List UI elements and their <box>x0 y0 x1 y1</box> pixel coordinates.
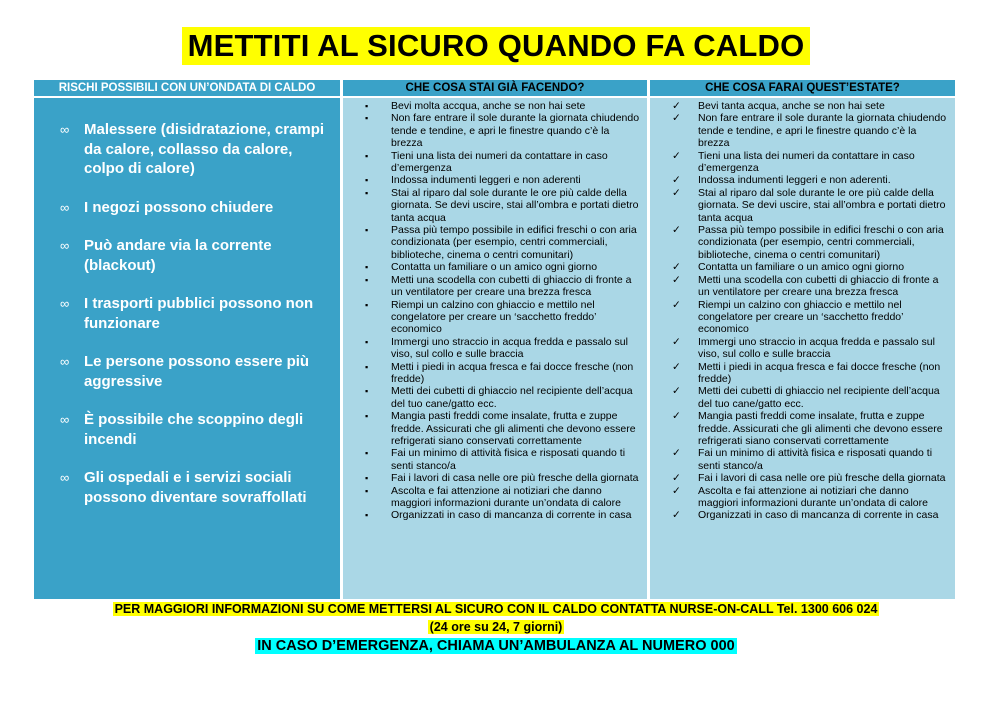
risk-text: Malessere (disidratazione, crampi da calore, collasso da calore, colpo di calore) <box>84 121 325 177</box>
square-bullet-icon: ▪ <box>365 510 369 521</box>
doing-text: Metti dei cubetti di ghiaccio nel recipiente dell’acqua del tuo cane/gatto ecc. <box>391 385 633 410</box>
will-do-item <box>672 336 949 361</box>
will-do-item <box>672 472 949 484</box>
checkmark-icon: ✓ <box>672 112 681 125</box>
doing-item <box>365 299 641 336</box>
checkmark-icon: ✓ <box>672 447 681 460</box>
risk-item <box>60 120 334 179</box>
checkmark-icon: ✓ <box>672 509 681 522</box>
doing-text: Metti i piedi in acqua fresca e fai docce fresche (non fredde) <box>391 360 634 385</box>
square-bullet-icon: ▪ <box>365 225 369 236</box>
square-bullet-icon: ▪ <box>365 448 369 459</box>
will-do-item <box>672 100 949 112</box>
square-bullet-icon: ▪ <box>365 361 369 372</box>
risk-text: I negozi possono chiudere <box>84 198 274 216</box>
doing-text: Contatta un familiare o un amico ogni giorno <box>391 261 598 274</box>
square-bullet-icon: ▪ <box>365 175 369 186</box>
will-do-text: Riempi un calzino con ghiaccio e mettilo nel congelatore per creare un ‘sacchetto freddo’ economico <box>698 298 904 336</box>
will-do-text: Metti i piedi in acqua fresca e fai docce fresche (non fredde) <box>698 360 941 385</box>
square-bullet-icon: ▪ <box>365 336 369 347</box>
doing-item <box>365 187 641 224</box>
risk-item <box>60 352 334 391</box>
doing-item <box>365 509 641 521</box>
risk-text: Le persone possono essere più aggressive <box>84 353 310 390</box>
doing-item <box>365 447 641 472</box>
doing-text: Passa più tempo possibile in edifici freschi o con aria condizionata (per esempio, centri commerciali, biblioteche, cinema o centri comunitari) <box>391 224 637 261</box>
doing-text: Fai un minimo di attività fisica e risposati quando ti senti stanco/a <box>391 447 626 472</box>
risks-column <box>34 98 340 599</box>
will-do-column <box>650 98 955 599</box>
will-do-text: Stai al riparo dal sole durante le ore più calde della giornata. Se devi uscire, stai all’ombra e portati dietro tanta acqua <box>698 186 946 224</box>
square-bullet-icon: ▪ <box>365 386 369 397</box>
header-risks: RISCHI POSSIBILI CON UN’ONDATA DI CALDO <box>34 80 340 96</box>
doing-text: Riempi un calzino con ghiaccio e mettilo nel congelatore per creare un ‘sacchetto freddo’ economico <box>391 298 597 336</box>
will-do-item <box>672 224 949 261</box>
square-bullet-icon: ▪ <box>365 262 369 273</box>
will-do-text: Fai un minimo di attività fisica e risposati quando ti senti stanco/a <box>698 447 933 472</box>
will-do-item <box>672 299 949 336</box>
will-do-text: Non fare entrare il sole durante la giornata chiudendo tende e tendine, e apri le finestre quando c’è la brezza <box>698 112 947 150</box>
square-bullet-icon: ▪ <box>365 187 369 198</box>
doing-item <box>365 100 641 112</box>
will-do-item <box>672 261 949 273</box>
will-do-text: Passa più tempo possibile in edifici freschi o con aria condizionata (per esempio, centri commerciali, biblioteche, cinema o centri comunitari) <box>698 224 944 261</box>
square-bullet-icon: ▪ <box>365 485 369 496</box>
will-do-text: Metti dei cubetti di ghiaccio nel recipiente dell’acqua del tuo cane/gatto ecc. <box>698 385 940 410</box>
infinity-bullet-icon: ∞ <box>60 354 70 369</box>
will-do-item <box>672 274 949 299</box>
doing-item <box>365 261 641 273</box>
checkmark-icon: ✓ <box>672 385 681 398</box>
infinity-bullet-icon: ∞ <box>60 296 70 311</box>
doing-item <box>365 472 641 484</box>
emergency-footer <box>0 637 992 655</box>
doing-text: Fai i lavori di casa nelle ore più fresche della giornata <box>391 472 639 485</box>
square-bullet-icon: ▪ <box>365 274 369 285</box>
checkmark-icon: ✓ <box>672 186 681 199</box>
checkmark-icon: ✓ <box>672 100 681 112</box>
doing-item <box>365 385 641 410</box>
will-do-text: Organizzati in caso di mancanza di corrente in casa <box>698 509 939 522</box>
will-do-text: Bevi tanta acqua, anche se non hai sete <box>698 100 885 112</box>
doing-item <box>365 361 641 386</box>
will-do-item <box>672 150 949 175</box>
doing-item <box>365 224 641 261</box>
risk-item <box>60 294 334 333</box>
emergency-line: IN CASO D’EMERGENZA, CHIAMA UN’AMBULANZA AL NUMERO 000 <box>257 638 735 654</box>
checkmark-icon: ✓ <box>672 335 681 348</box>
will-do-item <box>672 361 949 386</box>
doing-text: Mangia pasti freddi come insalate, frutta e zuppe fredde. Assicurati che gli alimenti che devono essere refrigerati siano conservati correttamente <box>391 410 636 447</box>
doing-item <box>365 485 641 510</box>
doing-item <box>365 150 641 175</box>
doing-text: Immergi uno straccio in acqua fredda e passalo sul viso, sul collo e sulle braccia <box>391 335 628 361</box>
checkmark-icon: ✓ <box>672 273 681 286</box>
square-bullet-icon: ▪ <box>365 411 369 422</box>
will-do-text: Ascolta e fai attenzione ai notiziari che danno maggiori informazioni durante un’ondata di calore <box>698 484 928 509</box>
will-do-item <box>672 385 949 410</box>
will-do-text: Indossa indumenti leggeri e non aderenti. <box>698 174 891 187</box>
checkmark-icon: ✓ <box>672 410 681 423</box>
square-bullet-icon: ▪ <box>365 150 369 161</box>
doing-text: Metti una scodella con cubetti di ghiaccio di fronte a un ventilatore per creare una brezza fresca <box>391 273 632 299</box>
header-will-do: CHE COSA FARAI QUEST’ESTATE? <box>650 80 955 96</box>
infinity-bullet-icon: ∞ <box>60 412 70 427</box>
doing-text: Tieni una lista dei numeri da contattare in caso d’emergenza <box>391 149 608 175</box>
risk-text: È possibile che scoppino degli incendi <box>84 411 304 448</box>
risk-text: Può andare via la corrente (blackout) <box>84 237 272 274</box>
risks-list <box>34 98 340 507</box>
risk-item <box>60 468 334 507</box>
doing-text: Ascolta e fai attenzione ai notiziari che danno maggiori informazioni durante un’ondata di calore <box>391 484 621 509</box>
risk-item <box>60 236 334 275</box>
risk-text: I trasporti pubblici possono non funzionare <box>84 295 314 332</box>
doing-item <box>365 274 641 299</box>
doing-item <box>365 174 641 186</box>
infinity-bullet-icon: ∞ <box>60 122 70 137</box>
will-do-text: Immergi uno straccio in acqua fredda e passalo sul viso, sul collo e sulle braccia <box>698 335 935 361</box>
doing-item <box>365 112 641 149</box>
will-do-item <box>672 174 949 186</box>
infinity-bullet-icon: ∞ <box>60 199 70 215</box>
doing-item <box>365 336 641 361</box>
will-do-item <box>672 187 949 224</box>
info-line-1: PER MAGGIORI INFORMAZIONI SU COME METTERSI AL SICURO CON IL CALDO CONTATTA NURSE-ON-CALL Tel. 1300 606 024 <box>114 602 878 616</box>
will-do-text: Metti una scodella con cubetti di ghiaccio di fronte a un ventilatore per creare una brezza fresca <box>698 273 939 299</box>
risk-text: Gli ospedali e i servizi sociali possono diventare sovraffollati <box>84 469 307 506</box>
doing-text: Non fare entrare il sole durante la giornata chiudendo tende e tendine, e apri le finestre quando c’è la brezza <box>391 112 640 150</box>
checkmark-icon: ✓ <box>672 149 681 162</box>
will-do-item <box>672 112 949 149</box>
will-do-text: Fai i lavori di casa nelle ore più fresche della giornata <box>698 472 946 485</box>
will-do-item <box>672 485 949 510</box>
checkmark-icon: ✓ <box>672 261 681 274</box>
square-bullet-icon: ▪ <box>365 101 369 111</box>
doing-text: Organizzati in caso di mancanza di corrente in casa <box>391 509 632 522</box>
doing-item <box>365 410 641 447</box>
doing-text: Stai al riparo dal sole durante le ore più calde della giornata. Se devi uscire, stai all’ombra e portati dietro tanta acqua <box>391 186 639 224</box>
checkmark-icon: ✓ <box>672 174 681 187</box>
checkmark-icon: ✓ <box>672 484 681 497</box>
square-bullet-icon: ▪ <box>365 113 369 124</box>
heat-safety-table <box>34 80 955 599</box>
header-doing: CHE COSA STAI GIÀ FACENDO? <box>343 80 647 96</box>
checkmark-icon: ✓ <box>672 224 681 237</box>
will-do-item <box>672 410 949 447</box>
square-bullet-icon: ▪ <box>365 473 369 484</box>
will-do-item <box>672 447 949 472</box>
will-do-list <box>650 98 955 522</box>
title-container <box>0 27 992 65</box>
infinity-bullet-icon: ∞ <box>60 238 70 253</box>
will-do-text: Contatta un familiare o un amico ogni giorno <box>698 261 905 274</box>
checkmark-icon: ✓ <box>672 298 681 311</box>
doing-text: Bevi molta accqua, anche se non hai sete <box>391 100 586 112</box>
info-line-2: (24 ore su 24, 7 giorni) <box>429 620 563 634</box>
infinity-bullet-icon: ∞ <box>60 470 70 485</box>
square-bullet-icon: ▪ <box>365 299 369 310</box>
info-footer <box>0 600 992 636</box>
will-do-item <box>672 509 949 521</box>
will-do-text: Mangia pasti freddi come insalate, frutta e zuppe fredde. Assicurati che gli alimenti che devono essere refrigerati siano conservati correttamente <box>698 410 943 447</box>
risk-item <box>60 410 334 449</box>
checkmark-icon: ✓ <box>672 472 681 485</box>
risk-item <box>60 198 334 218</box>
doing-list <box>343 98 647 522</box>
doing-text: Indossa indumenti leggeri e non aderenti <box>391 174 581 187</box>
page-title: METTITI AL SICURO QUANDO FA CALDO <box>182 27 811 65</box>
checkmark-icon: ✓ <box>672 360 681 373</box>
will-do-text: Tieni una lista dei numeri da contattare in caso d’emergenza <box>698 149 915 175</box>
doing-column <box>343 98 647 599</box>
